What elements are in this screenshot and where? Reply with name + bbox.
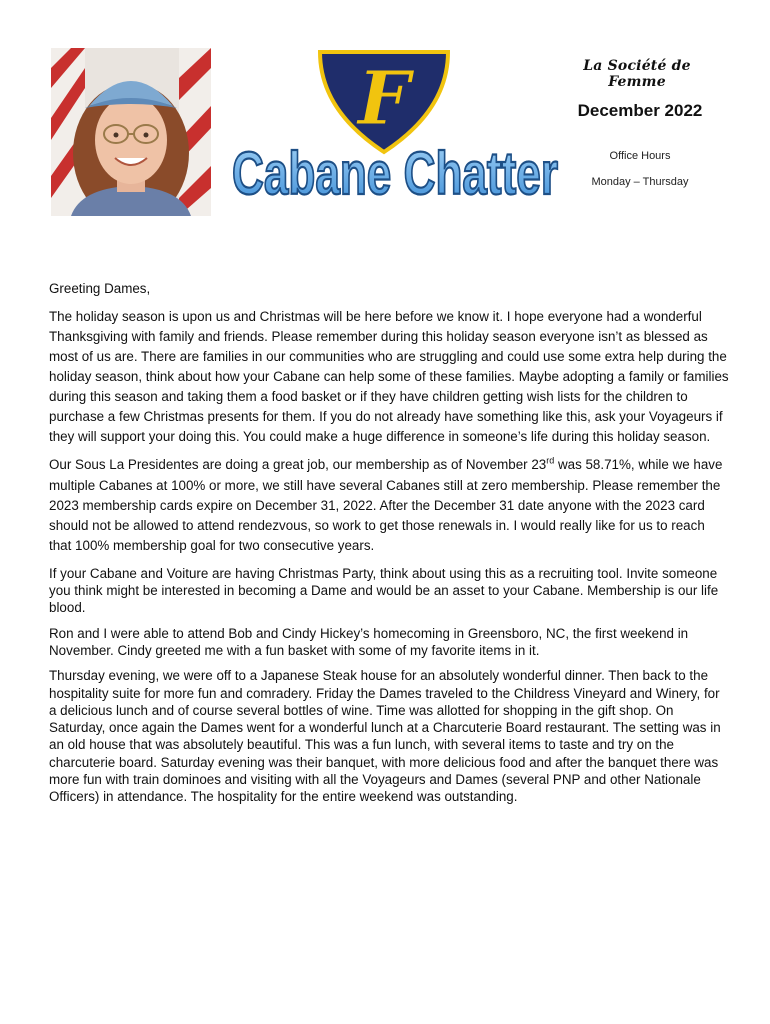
- organization-name: La Société de Femme: [583, 58, 691, 90]
- membership-text-start: Our Sous La Presidentes are doing a great job, our membership as of November 23: [49, 457, 547, 473]
- paragraph-weekend-events: Thursday evening, we were off to a Japanese Steak house for an absolutely wonderful dinner. Then back to the hospitality suite for more fun and comradery. Friday the Dames traveled to the Childress Vineyard and Winery, for a delicious lunch and of course several bottles of wine. Time was allotted for shopping in the gift shop. On Saturday, once again the Dames went for a wonderful lunch at a Charcuterie Board restaurant. The setting was in an old house that was absolutely beautiful. This was a fun lunch, with several items to taste and try on the charcuterie board. Saturday evening was their banquet, with more delicious food and after the banquet there was more fun with train dominoes and visiting with all the Voyageurs and Dames (several PNP and other Nationale Officers) in attendance. The hospitality for the entire weekend was outstanding.: [49, 668, 721, 805]
- shield-letter: F: [357, 56, 411, 142]
- ordinal-superscript: rd: [546, 455, 555, 466]
- paragraph-membership: [49, 455, 729, 556]
- paragraph-christmas-party: If your Cabane and Voiture are having Christmas Party, think about using this as a recruiting tool. Invite someone you think might be interested in becoming a Dame and would be an asset to your Cabane. Membership is our life blood.: [49, 565, 719, 616]
- masthead-title: [225, 100, 565, 218]
- letter-body: [49, 279, 729, 814]
- paragraph-holiday-season: The holiday season is upon us and Christmas will be here before we know it. I hope everyone had a wonderful Thanksgiving with family and friends. Please remember during this holiday season everyone isn’t as blessed as most of us are. There are families in our communities who are struggling and could use some extra help during the holiday season, think about how your Cabane can help some of these families. Maybe adopting a family or families during this season and taking them a food basket or if they have children getting wish lists for the children to purchase a few Christmas presents for them. If you do not already have something like this, ask your Voyageurs if they will support your doing this. You could make a huge difference in someone’s life during this holiday season.: [49, 308, 729, 445]
- office-hours-days: Monday – Thursday: [591, 176, 689, 188]
- letter-greeting: Greeting Dames,: [49, 281, 151, 296]
- author-portrait-photo: [51, 48, 211, 216]
- paragraph-homecoming: Ron and I were able to attend Bob and Cindy Hickey’s homecoming in Greensboro, NC, the first weekend in November. Cindy greeted me with a fun basket with some of my favorite items in it.: [49, 625, 689, 658]
- issue-date: December 2022: [577, 101, 703, 120]
- masthead-title-text: Cabane Chatter: [232, 140, 558, 207]
- office-hours-label: Office Hours: [609, 150, 671, 162]
- membership-text-end: was 58.71%, while we have multiple Cabanes at 100% or more, we still have several Cabanes still at zero membership. Please remember the 2023 membership cards expire on December 31, 2022. After the December 31 date anyone with the 2023 card should not be allowed to attend rendezvous, so work to get those renewals in. I would really like for us to reach that 100% membership goal for two consecutive years.: [49, 457, 723, 554]
